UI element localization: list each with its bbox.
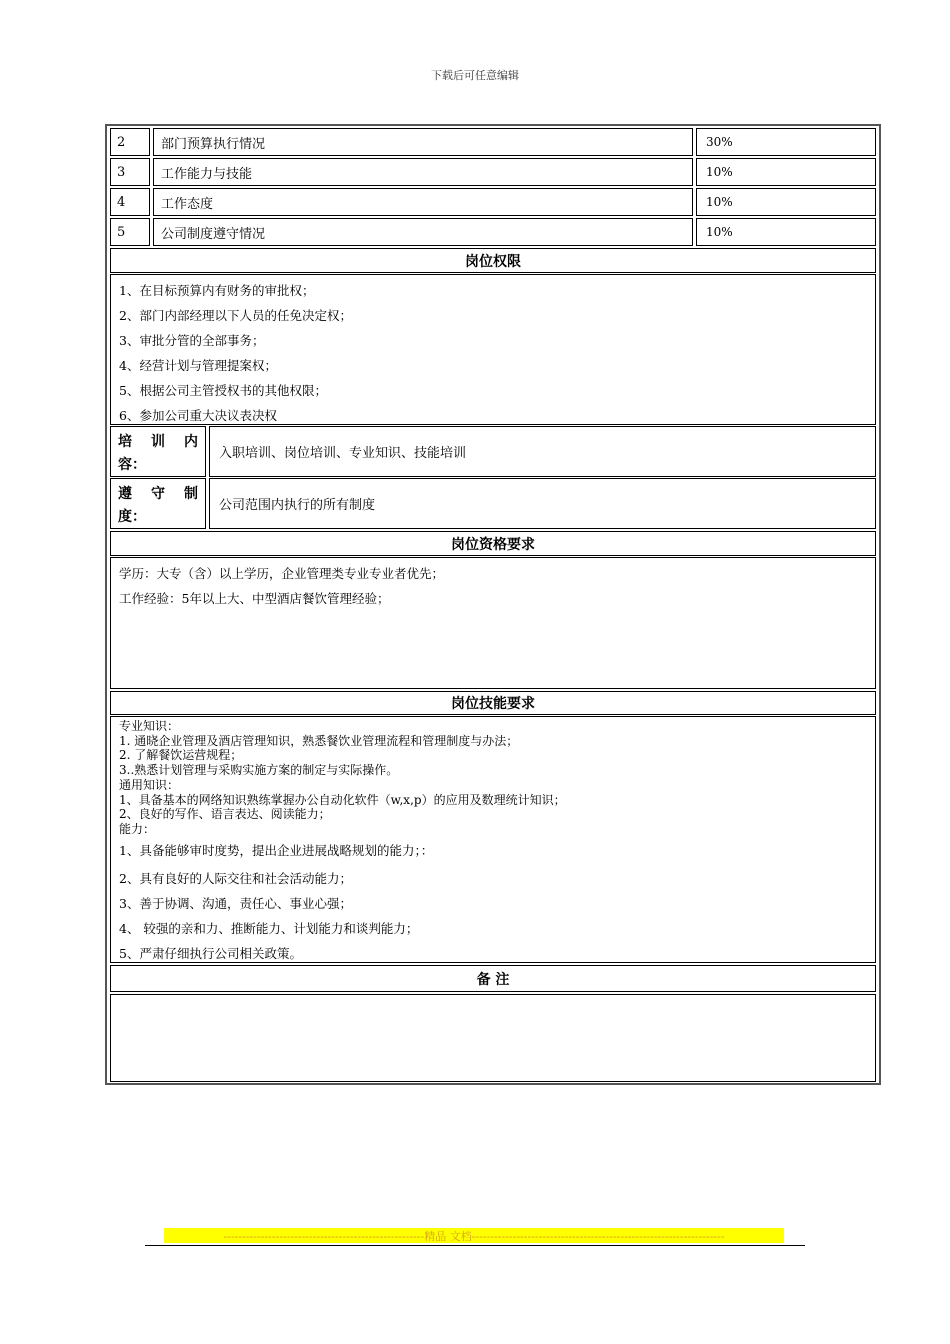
qualification-box bbox=[110, 557, 876, 689]
ability-item: 2、具有良好的人际交往和社会活动能力； bbox=[119, 871, 352, 886]
ability-item: 4、 较强的亲和力、推断能力、计划能力和谈判能力； bbox=[119, 921, 419, 936]
kpi-row bbox=[110, 128, 876, 156]
remarks-heading: 备 注 bbox=[110, 965, 876, 992]
kpi-weight: 10% bbox=[696, 188, 876, 216]
qualification-line: 学历：大专（含）以上学历，企业管理类专业专业者优先； bbox=[119, 566, 445, 581]
skills-box bbox=[110, 716, 876, 963]
kpi-weight: 10% bbox=[696, 218, 876, 246]
authority-item: 5、根据公司主管授权书的其他权限； bbox=[119, 383, 327, 398]
authority-list bbox=[110, 274, 876, 425]
authority-item: 2、部门内部经理以下人员的任免决定权； bbox=[119, 308, 352, 323]
kpi-row bbox=[110, 188, 876, 216]
kpi-number: 3 bbox=[110, 158, 150, 186]
rules-label-char: 制 bbox=[184, 486, 198, 502]
skills-line: 2. 了解餐饮运营规程； bbox=[119, 748, 243, 763]
qualification-heading: 岗位资格要求 bbox=[110, 531, 876, 556]
ability-item: 3、善于协调、沟通，责任心、事业心强； bbox=[119, 896, 352, 911]
skills-knowledge bbox=[119, 719, 566, 837]
rules-label-end: 度： bbox=[118, 509, 146, 525]
rules-label-char: 守 bbox=[151, 486, 165, 502]
authority-item: 4、经营计划与管理提案权； bbox=[119, 358, 277, 373]
skills-line: 能力： bbox=[119, 821, 156, 836]
skills-line: 通用知识： bbox=[119, 777, 180, 792]
ability-item: 1、具备能够审时度势，提出企业进展战略规划的能力；： bbox=[119, 843, 434, 858]
authority-item: 6、参加公司重大决议表决权 bbox=[119, 408, 277, 423]
training-value: 入职培训、岗位培训、专业知识、技能培训 bbox=[209, 426, 876, 477]
kpi-number: 5 bbox=[110, 218, 150, 246]
training-label-char: 培 bbox=[118, 434, 132, 450]
footer-divider bbox=[145, 1245, 805, 1246]
training-label-char: 训 bbox=[151, 434, 165, 450]
ability-item: 5、严肃仔细执行公司相关政策。 bbox=[119, 946, 302, 961]
authority-item: 1、在目标预算内有财务的审批权； bbox=[119, 283, 315, 298]
kpi-weight: 30% bbox=[696, 128, 876, 156]
kpi-item: 公司制度遵守情况 bbox=[153, 218, 693, 246]
qualification-line: 工作经验：5年以上大、中型酒店餐饮管理经验； bbox=[119, 591, 390, 606]
training-row bbox=[110, 426, 876, 477]
kpi-row bbox=[110, 158, 876, 186]
header-note: 下载后可任意编辑 bbox=[431, 69, 519, 82]
skills-line: 3..熟悉计划管理与采购实施方案的制定与实际操作。 bbox=[119, 763, 399, 778]
authority-heading: 岗位权限 bbox=[110, 248, 876, 273]
skills-line: 1. 通晓企业管理及酒店管理知识，熟悉餐饮业管理流程和管理制度与办法； bbox=[119, 733, 519, 748]
kpi-item: 工作态度 bbox=[153, 188, 693, 216]
skills-line: 2、良好的写作、语言表达、阅读能力； bbox=[119, 807, 331, 822]
training-label-char: 内 bbox=[184, 434, 198, 450]
rules-label-char: 遵 bbox=[118, 486, 132, 502]
skills-line: 1、具备基本的网络知识熟练掌握办公自动化软件（w,x,p）的应用及数理统计知识； bbox=[119, 792, 566, 807]
kpi-item: 工作能力与技能 bbox=[153, 158, 693, 186]
remarks-box bbox=[110, 994, 876, 1082]
skills-heading: 岗位技能要求 bbox=[110, 691, 876, 715]
training-label-end: 容： bbox=[118, 457, 146, 473]
rules-value: 公司范围内执行的所有制度 bbox=[209, 478, 876, 529]
authority-item: 3、审批分管的全部事务； bbox=[119, 333, 265, 348]
footer-banner: ------------------------------------------------------精品 文档-------------------------------------------------------------------- bbox=[164, 1228, 784, 1243]
rules-label bbox=[110, 478, 206, 529]
kpi-row bbox=[110, 218, 876, 246]
skills-line: 专业知识： bbox=[119, 719, 180, 733]
job-description-table bbox=[105, 124, 881, 1085]
rules-row bbox=[110, 478, 876, 529]
kpi-weight: 10% bbox=[696, 158, 876, 186]
training-label bbox=[110, 426, 206, 477]
kpi-number: 2 bbox=[110, 128, 150, 156]
kpi-item: 部门预算执行情况 bbox=[153, 128, 693, 156]
kpi-number: 4 bbox=[110, 188, 150, 216]
